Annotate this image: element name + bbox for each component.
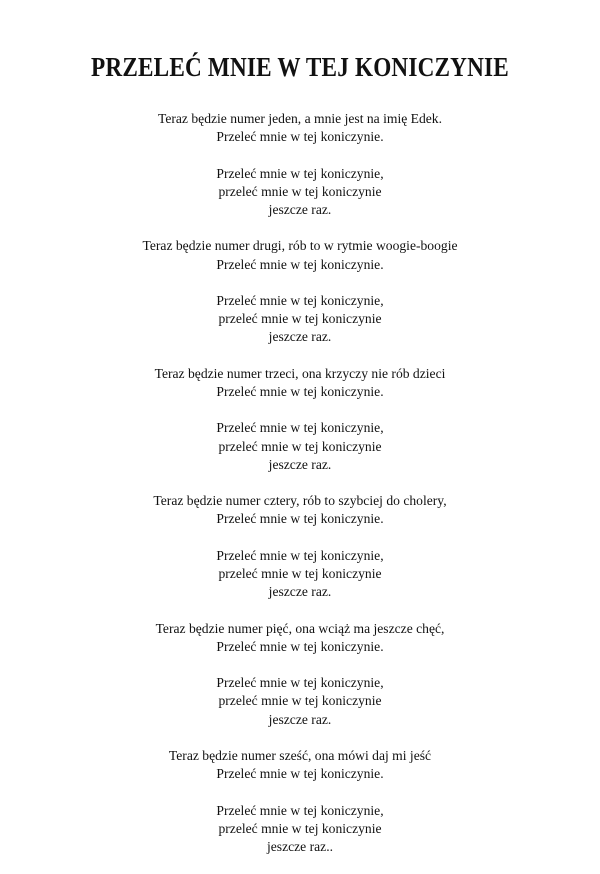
lyric-line: Przeleć mnie w tej koniczynie. [216,766,384,782]
lyric-line: przeleć mnie w tej koniczynie [218,183,382,199]
lyric-line: Teraz będzie numer drugi, rób to w rytmie woogie-boogie [142,238,458,254]
stanza [0,165,600,220]
stanza [0,674,600,729]
lyric-line: Przeleć mnie w tej koniczynie. [216,383,384,399]
lyric-line: przeleć mnie w tej koniczynie [218,311,382,327]
lyric-line: Przeleć mnie w tej koniczynie. [216,638,384,654]
lyric-line: Przeleć mnie w tej koniczynie, [216,547,384,563]
lyric-line: Przeleć mnie w tej koniczynie. [216,256,384,272]
stanza [0,365,600,401]
stanza [0,419,600,474]
lyric-line: Teraz będzie numer jeden, a mnie jest na imię Edek. [157,111,442,126]
stanza [0,237,600,273]
stanza [0,620,600,656]
stanza [0,292,600,347]
lyric-line: Teraz będzie numer sześć, ona mówi daj mi jeść [168,747,432,763]
lyric-line: Teraz będzie numer pięć, ona wciąż ma jeszcze chęć, [155,620,445,636]
lyric-line: Przeleć mnie w tej koniczynie, [216,675,384,691]
lyric-line: przeleć mnie w tej koniczynie [218,565,382,581]
lyric-line: jeszcze raz. [268,584,332,600]
stanza [0,110,600,146]
lyric-line: jeszcze raz. [268,202,332,217]
lyrics-body [0,110,600,874]
lyric-line: przeleć mnie w tej koniczynie [218,438,382,454]
lyric-line: jeszcze raz. [268,329,332,345]
lyric-line: przeleć mnie w tej koniczynie [218,693,382,709]
lyric-line: Teraz będzie numer trzeci, ona krzyczy nie rób dzieci [154,365,446,381]
lyric-line: Teraz będzie numer cztery, rób to szybciej do cholery, [153,493,447,509]
lyric-line: przeleć mnie w tej koniczynie [218,820,382,836]
lyric-line: Przeleć mnie w tej koniczynie. [216,511,384,527]
lyric-line: Przeleć mnie w tej koniczynie, [216,292,384,308]
stanza [0,747,600,783]
stanza [0,802,600,857]
lyric-line: jeszcze raz. [268,711,332,727]
lyric-line: jeszcze raz.. [266,838,334,854]
lyric-line: Przeleć mnie w tej koniczynie. [216,129,384,145]
stanza [0,492,600,528]
lyric-line: Przeleć mnie w tej koniczynie, [216,802,384,818]
lyric-line: Przeleć mnie w tej koniczynie, [216,420,384,436]
lyric-line: jeszcze raz. [268,456,332,472]
stanza [0,547,600,602]
lyric-line: Przeleć mnie w tej koniczynie, [216,165,384,181]
document-title: PRZELEĆ MNIE W TEJ KONICZYNIE [91,52,509,82]
